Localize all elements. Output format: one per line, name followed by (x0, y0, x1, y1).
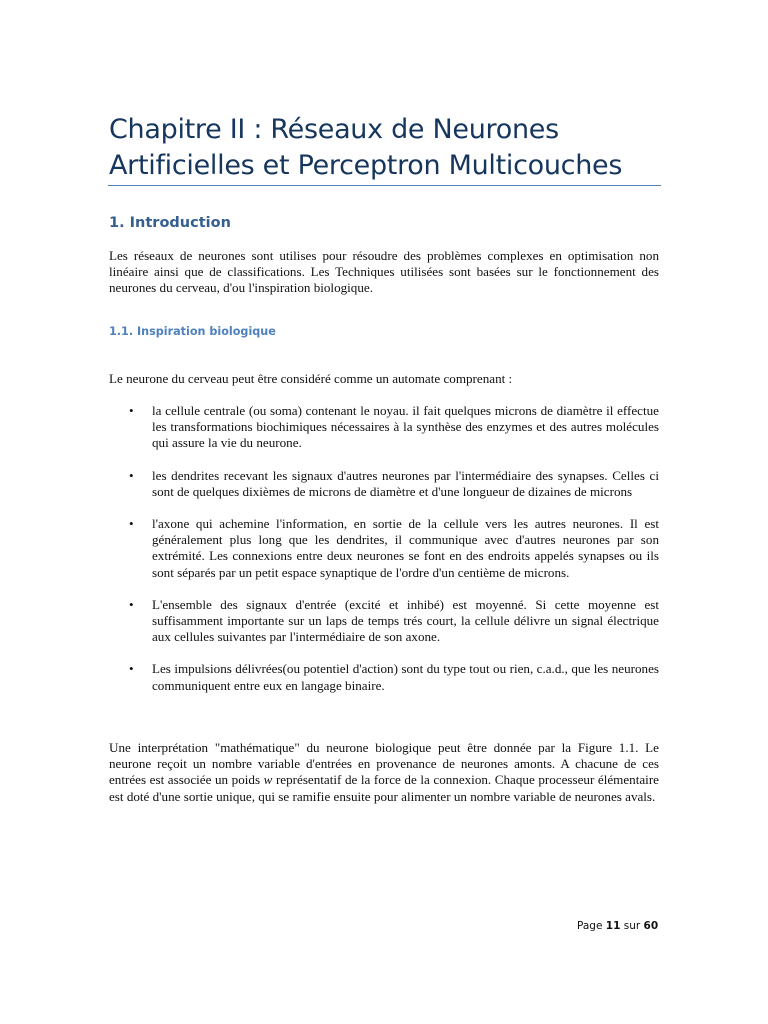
closing-text-part-2: représentatif de la force de la connexion. Chaque processeur élémentaire est doté d'une sortie unique, qui se ramifie ensuite pour alimenter un nombre variable de neurones avals. (109, 772, 659, 804)
subsection-heading-inspiration: 1.1. Inspiration biologique (109, 325, 276, 338)
intro-paragraph: Les réseaux de neurones sont utilises pour résoudre des problèmes complexes en optimisation non linéaire ainsi que de classifications. Les Techniques utilisées sont basées sur le fonctionnement des neurones du cerveau, d'ou l'inspiration biologique. (109, 248, 659, 296)
list-item-text: L'ensemble des signaux d'entrée (excité et inhibé) est moyenné. Si cette moyenne est suffisamment importante sur un laps de temps trés court, la cellule délivre un signal électrique aux cellules suivantes par l'intermédiaire de son axone. (152, 596, 659, 645)
list-item-text: les dendrites recevant les signaux d'autres neurones par l'intermédiaire des synapses. Celles ci sont de quelques dixièmes de microns de diamètre et d'une longueur de dizaines de microns (152, 467, 659, 499)
bullet-icon: • (129, 661, 134, 677)
list-item (109, 468, 659, 500)
current-page-number: 11 (605, 920, 621, 932)
footer-middle: sur (620, 920, 644, 932)
bullet-icon: • (129, 596, 134, 612)
chapter-title-line-2: Artificielles et Perceptron Multicouches (109, 150, 623, 181)
chapter-title (109, 112, 669, 184)
footer-prefix: Page (577, 920, 606, 932)
bullet-icon: • (129, 516, 134, 532)
bullet-icon: • (129, 467, 134, 483)
list-item (109, 516, 659, 581)
list-item-text: l'axone qui achemine l'information, en sortie de la cellule vers les autres neurones. Il est généralement plus long que les dendrites, il communique avec d'autres neurones par son extrémité. Les connexions entre deux neurones se font en des endroits appelés synapses ou ils sont séparés par un petit espace synaptique de l'ordre d'un centième de microns. (152, 516, 659, 580)
weight-variable: w (263, 772, 273, 788)
page-number-footer (577, 920, 658, 932)
list-item (109, 661, 659, 693)
neuron-lead-paragraph: Le neurone du cerveau peut être considéré comme un automate comprenant : (109, 371, 513, 386)
chapter-title-line-1: Chapitre II : Réseaux de Neurones (109, 114, 559, 145)
list-item (109, 597, 659, 646)
list-item-text: la cellule centrale (ou soma) contenant le noyau. il fait quelques microns de diamètre il effectue les transformations biochimiques nécessaires à la synthèse des enzymes et des autres molécules qui assure la vie du neurone. (152, 403, 659, 451)
neuron-components-list (109, 403, 659, 710)
section-heading-introduction: 1. Introduction (109, 215, 231, 231)
bullet-icon: • (129, 403, 134, 418)
total-page-count: 60 (643, 920, 659, 932)
math-interpretation-paragraph (109, 740, 659, 805)
list-item (109, 403, 659, 452)
title-underline-rule (108, 185, 661, 186)
list-item-text: Les impulsions délivrées(ou potentiel d'action) sont du type tout ou rien, c.a.d., que les neurones communiquent entre eux en langage binaire. (152, 661, 659, 693)
closing-text-part-1: Une interprétation "mathématique" du neurone biologique peut être donnée par la Figure 1.1. Le neurone reçoit un nombre variable d'entrées en provenance de neurones amonts. A chacune de ces entrées est associée un poids (109, 740, 659, 788)
